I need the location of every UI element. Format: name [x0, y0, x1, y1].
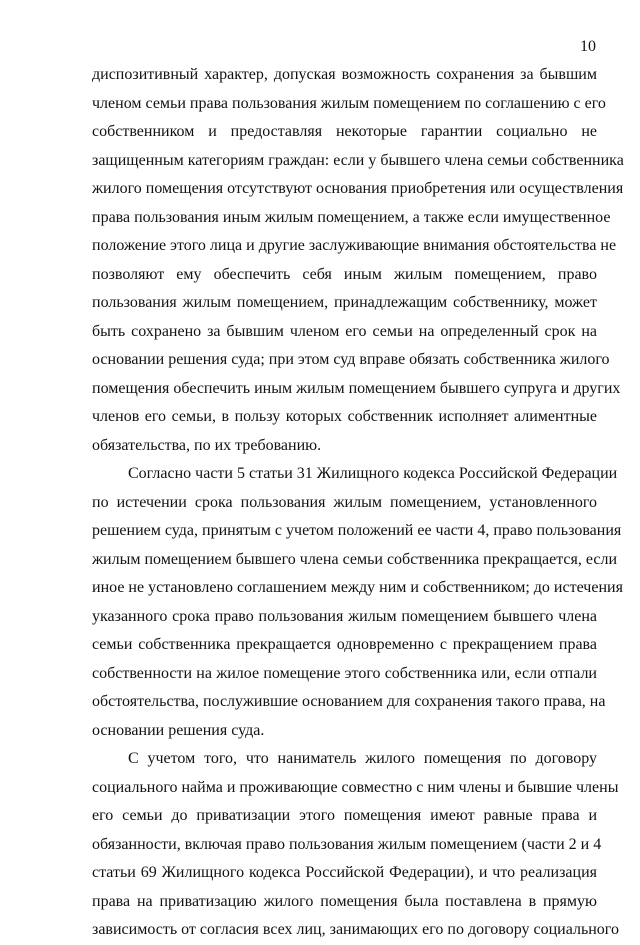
- text-line: основании решения суда; при этом суд вправе обязать собственника жилого: [92, 351, 610, 368]
- text-line: жилого помещения отсутствуют основания приобретения или осуществления: [92, 180, 624, 197]
- text-line: основании решения суда.: [92, 721, 265, 739]
- text-line: диспозитивный характер, допуская возможность сохранения за бывшим: [92, 66, 597, 83]
- text-line: защищенным категориям граждан: если у бывшего члена семьи собственника: [92, 151, 624, 169]
- text-line: обязанности, включая право пользования жилым помещением (части 2 и 4: [92, 835, 602, 853]
- text-line: семьи собственника прекращается одновременно с прекращением права: [92, 636, 597, 653]
- text-line: членом семьи права пользования жилым помещением по соглашению с его: [92, 94, 606, 112]
- text-line: обязательства, по их требованию.: [92, 436, 322, 454]
- text-line: собственником и предоставляя некоторые гарантии социально не: [92, 123, 597, 140]
- text-line: жилым помещением бывшего члена семьи собственника прекращается, если: [92, 550, 618, 568]
- text-line: социального найма и проживающие совместно с ним члены и бывшие члены: [92, 778, 619, 796]
- page-number: 10: [580, 38, 596, 55]
- document-body: [92, 61, 624, 945]
- text-line: по истечении срока пользования жилым помещением, установленного: [92, 493, 597, 511]
- text-line: помещения обеспечить иным жилым помещением бывшего супруга и других: [92, 379, 621, 397]
- text-line: права на приватизацию жилого помещения была поставлена в прямую: [92, 892, 597, 910]
- text-line: статьи 69 Жилищного кодекса Российской Федерации), и что реализация: [92, 864, 597, 881]
- text-line: решением суда, принятым с учетом положений ее части 4, право пользования: [92, 522, 622, 539]
- text-line: членов его семьи, в пользу которых собственник исполняет алиментные: [92, 408, 597, 425]
- text-line: собственности на жилое помещение этого собственника или, если отпали: [92, 664, 597, 682]
- text-line: позволяют ему обеспечить себя иным жилым помещением, право: [92, 265, 597, 283]
- text-line: положение этого лица и другие заслуживающие внимания обстоятельства не: [92, 237, 617, 254]
- paragraph-1: [92, 61, 624, 460]
- text-line: С учетом того, что наниматель жилого помещения по договору: [128, 750, 597, 767]
- text-line: его семьи до приватизации этого помещения имеют равные права и: [92, 807, 597, 824]
- text-line: Согласно части 5 статьи 31 Жилищного кодекса Российской Федерации: [128, 465, 618, 482]
- text-line: зависимость от согласия всех лиц, занимающих его по договору социального: [92, 921, 619, 938]
- text-line: пользования жилым помещением, принадлежащим собственнику, может: [92, 294, 597, 311]
- paragraph-3: [92, 745, 619, 945]
- text-line: иное не установлено соглашением между ним и собственником; до истечения: [92, 579, 623, 596]
- text-line: права пользования иным жилым помещением, а также если имущественное: [92, 208, 611, 226]
- text-line: обстоятельства, послужившие основанием для сохранения такого права, на: [92, 693, 606, 710]
- paragraph-2: [92, 460, 623, 745]
- text-line: указанного срока право пользования жилым помещением бывшего члена: [92, 607, 597, 625]
- text-line: быть сохранено за бывшим членом его семьи на определенный срок на: [92, 322, 597, 340]
